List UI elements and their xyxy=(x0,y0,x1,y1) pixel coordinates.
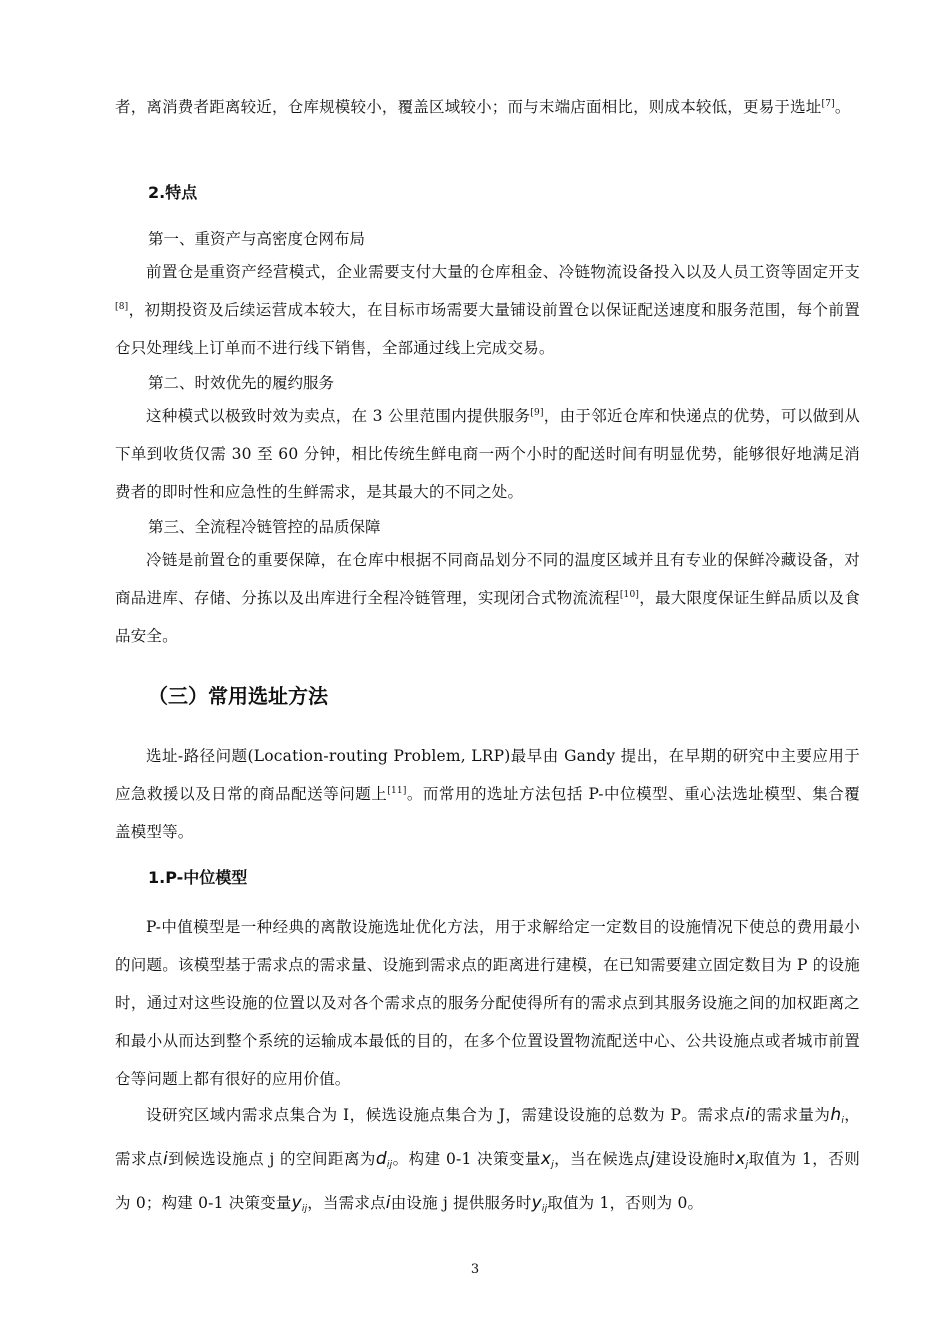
citation-ref[interactable]: [11] xyxy=(387,786,407,796)
math-subscript: ij xyxy=(301,1204,308,1214)
paragraph-text: 者，离消费者距离较近，仓库规模较小，覆盖区域较小；而与末端店面相比，则成本较低，更易于选址 xyxy=(115,98,822,116)
page-number: 3 xyxy=(470,1262,480,1277)
math-symbol: i xyxy=(385,1193,391,1213)
math-symbol: i xyxy=(745,1105,751,1125)
math-symbol: x xyxy=(735,1149,746,1169)
paragraph-text: ，需求点 xyxy=(115,1106,861,1168)
math-symbol: y xyxy=(291,1193,302,1213)
paragraph xyxy=(115,253,860,367)
math-subscript: j xyxy=(745,1160,749,1170)
math-symbol: j xyxy=(650,1149,656,1169)
paragraph-text: 取值为 1，否则为 0。 xyxy=(547,1194,704,1212)
paragraph-text: 。而常用的选址方法包括 P-中位模型、重心法选址模型、集合覆盖模型等。 xyxy=(115,785,861,841)
paragraph-text: ，由于邻近仓库和快递点的优势，可以做到从下单到收货仅需 30 至 60 分钟，相比传统生鲜电商一两个小时的配送时间有明显优势，能够很好地满足消费者的即时性和应急性的生鲜需求，是其最大的不同之处。 xyxy=(115,407,860,501)
math-subscript: ij xyxy=(541,1204,548,1214)
paragraph-text: ，当在候选点 xyxy=(553,1150,651,1168)
citation-ref[interactable]: [7] xyxy=(821,99,835,109)
math-subscript: ij xyxy=(386,1160,393,1170)
paragraph-continued xyxy=(115,88,860,126)
paragraph-text: 。构建 0-1 决策变量 xyxy=(392,1150,541,1168)
paragraph: P-中值模型是一种经典的离散设施选址优化方法，用于求解给定一定数目的设施情况下使总的费用最小的问题。该模型基于需求点的需求量、设施到需求点的距离进行建模，在已知需要建立固定数目为 P 的设施时，通过对这些设施的位置以及对各个需求点的服务分配使得所有的需求点到其服务设施之间的加权距离之和最小从而达到整个系统的运输成本最低的目的，在多个位置设置物流配送中心、公共设施点或者城市前置仓等问题上都有很好的应用价值。 xyxy=(115,918,860,1088)
math-symbol: d xyxy=(375,1149,387,1169)
paragraph-definitions xyxy=(115,1096,860,1228)
paragraph-text: ，最大限度保证生鲜品质以及食品安全。 xyxy=(115,589,860,645)
math-symbol: x xyxy=(540,1149,552,1169)
math-symbol: h xyxy=(830,1105,842,1125)
paragraph-text: 这种模式以极致时效为卖点，在 3 公里范围内提供服务 xyxy=(146,407,531,425)
section-heading-features: 2.特点 xyxy=(148,183,198,202)
paragraph xyxy=(115,737,860,851)
paragraph-text: 。 xyxy=(834,98,851,116)
math-symbol: i xyxy=(162,1149,168,1169)
citation-ref[interactable]: [9] xyxy=(530,408,544,418)
paragraph xyxy=(115,397,860,511)
math-subscript: j xyxy=(551,1160,554,1170)
citation-ref[interactable]: [8] xyxy=(115,302,129,312)
paragraph-text: 取值为 1，否则为 0；构建 0-1 决策变量 xyxy=(115,1150,860,1212)
subpoint-heading: 第三、全流程冷链管控的品质保障 xyxy=(148,518,381,536)
section-heading-pmedian: 1.P-中位模型 xyxy=(148,868,248,887)
paragraph-text: 由设施 j 提供服务时 xyxy=(390,1194,532,1212)
paragraph xyxy=(115,541,860,655)
subpoint-heading: 第一、重资产与高密度仓网布局 xyxy=(148,230,366,248)
paragraph-text: 到候选设施点 j 的空间距离为 xyxy=(167,1150,376,1168)
paragraph-text: ，当需求点 xyxy=(307,1194,386,1212)
subpoint-heading: 第二、时效优先的履约服务 xyxy=(148,374,335,392)
section-heading-methods: （三）常用选址方法 xyxy=(148,684,328,708)
paragraph-text: 选址-路径问题(Location-routing Problem, LRP)最早由 Gandy 提出，在早期的研究中主要应用于应急救援以及日常的商品配送等问题上 xyxy=(115,747,860,803)
math-symbol: y xyxy=(531,1193,542,1213)
paragraph-text: 冷链是前置仓的重要保障，在仓库中根据不同商品划分不同的温度区域并且有专业的保鲜冷藏设备，对商品进库、存储、分拣以及出库进行全程冷链管理，实现闭合式物流流程 xyxy=(115,551,860,607)
paragraph-text: 前置仓是重资产经营模式，企业需要支付大量的仓库租金、冷链物流设备投入以及人员工资等固定开支 xyxy=(146,263,860,281)
paragraph-text: 建设设施时 xyxy=(655,1150,736,1168)
paragraph-text: 设研究区域内需求点集合为 I，候选设施点集合为 J，需建设设施的总数为 P。需求点 xyxy=(146,1106,746,1124)
math-subscript: i xyxy=(841,1116,845,1126)
paragraph-text: 的需求量为 xyxy=(750,1106,831,1124)
paragraph-text: ，初期投资及后续运营成本较大，在目标市场需要大量铺设前置仓以保证配送速度和服务范围，每个前置仓只处理线上订单而不进行线下销售，全部通过线上完成交易。 xyxy=(115,301,860,357)
citation-ref[interactable]: [10] xyxy=(619,590,640,600)
